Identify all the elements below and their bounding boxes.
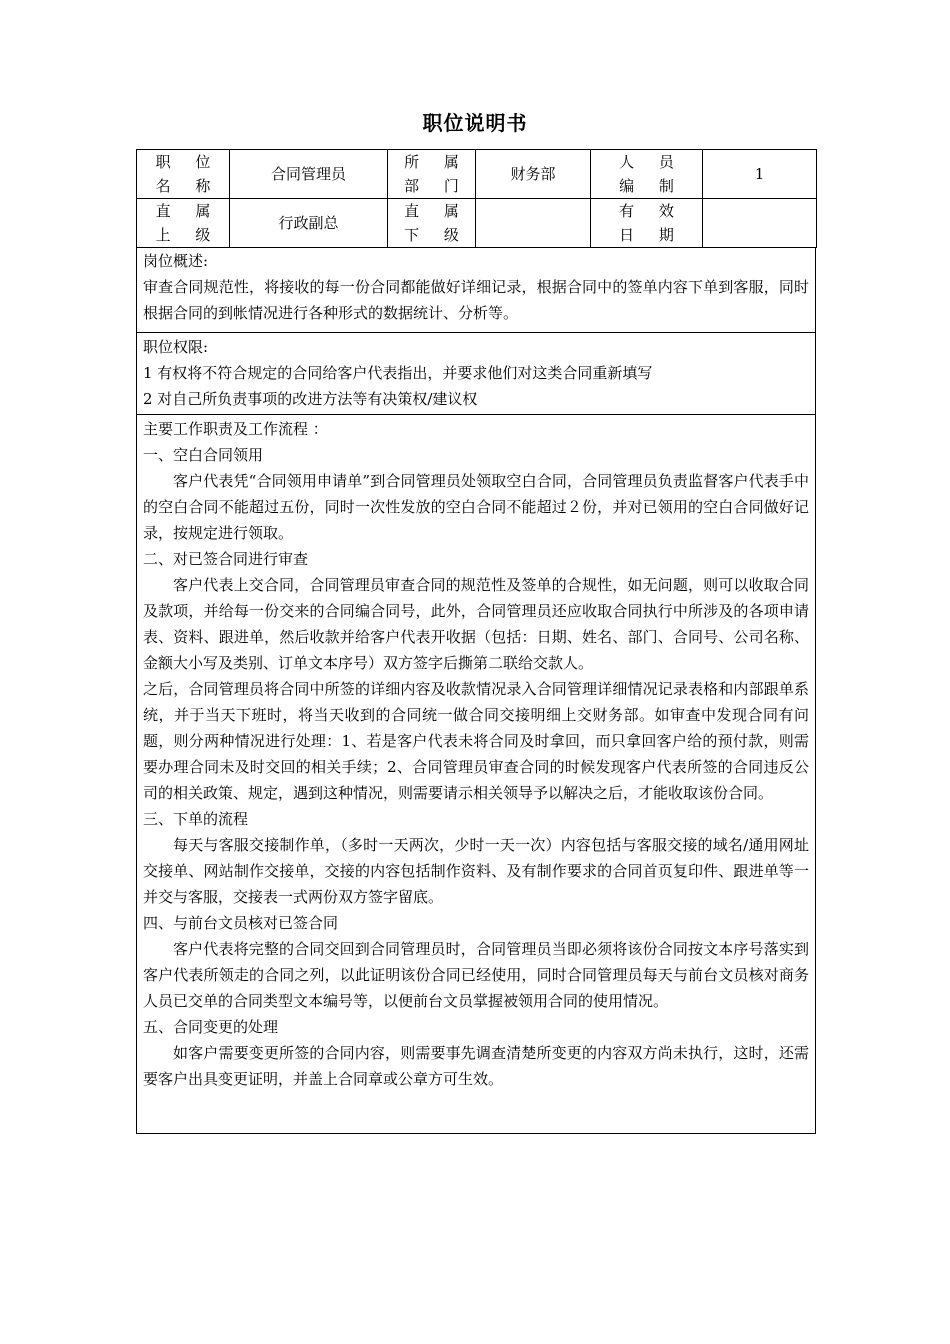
section-paragraph: 每天与客服交接制作单，（多时一天两次，少时一天一次）内容包括与客服交接的域名/通用网址交接单、网站制作交接单，交接的内容包括制作资料、及有制作要求的合同首页复印件、跟进单等一并交与客服，交接表一式两份双方签字留底。 [143, 836, 809, 906]
section-paragraph: 客户代表凭“合同领用申请单”到合同管理员处领取空白合同，合同管理员负责监督客户代表手中的空白合同不能超过五份，同时一次性发放的空白合同不能超过２份，并对已领用的空白合同做好记录，按规定进行领取。 [143, 472, 809, 542]
valid-date-label: 有 效 日 期 [591, 199, 703, 248]
duties-heading: 主要工作职责及工作流程 ： [143, 420, 328, 438]
department-value: 财务部 [476, 150, 591, 199]
authority-item: 1 有权将不符合规定的合同给客户代表指出，并要求他们对这类合同重新填写 [143, 364, 653, 382]
authority-section [136, 333, 816, 415]
job-overview-section [136, 247, 816, 333]
headcount-value: 1 [703, 150, 817, 199]
position-info-table [136, 149, 817, 248]
direct-superior-value: 行政副总 [230, 199, 388, 248]
headcount-label: 人 员 编 制 [591, 150, 703, 199]
section-title: 二、对已签合同进行审查 [143, 550, 309, 568]
authority-heading: 职位权限: [143, 338, 209, 356]
section-paragraph: 客户代表上交合同，合同管理员审查合同的规范性及签单的合规性，如无问题，则可以收取合同及款项，并给每一份交来的合同编合同号，此外，合同管理员还应收取合同执行中所涉及的各项申请表、资料、跟进单，然后收款并给客户代表开收据（包括：日期、姓名、部门、合同号、公司名称、金额大小写及类别、订单文本序号）双方签字后撕第二联给交款人。 [143, 576, 809, 672]
overview-text: 审查合同规范性，将接收的每一份合同都能做好详细记录，根据合同中的签单内容下单到客服，同时根据合同的到帐情况进行各种形式的数据统计、分析等。 [143, 278, 809, 322]
section-paragraph: 如客户需要变更所签的合同内容，则需要事先调查清楚所变更的内容双方尚未执行，这时，还需要客户出具变更证明，并盖上合同章或公章方可生效。 [143, 1044, 809, 1088]
duties-section [136, 415, 816, 1134]
section-title: 五、合同变更的处理 [143, 1018, 279, 1036]
section-title: 四、与前台文员核对已签合同 [143, 914, 339, 932]
table-row [137, 199, 817, 248]
table-row [137, 150, 817, 199]
section-paragraph: 之后，合同管理员将合同中所签的详细内容及收款情况录入合同管理详细情况记录表格和内部跟单系统，并于当天下班时，将当天收到的合同统一做合同交接明细上交财务部。如审查中发现合同有问题，则分两种情况进行处理：1、若是客户代表未将合同及时拿回，而只拿回客户给的预付款，则需要办理合同未及时交回的相关手续；2、合同管理员审查合同的时候发现客户代表所签的合同违反公司的相关政策、规定，遇到这种情况，则需要请示相关领导予以解决之后，才能收取该份合同。 [143, 680, 809, 802]
department-label: 所 属 部 门 [388, 150, 476, 199]
authority-item: 2 对自己所负责事项的改进方法等有决策权/建议权 [143, 390, 478, 408]
overview-heading: 岗位概述: [143, 252, 209, 270]
section-title: 三、下单的流程 [143, 810, 249, 828]
section-title: 一、空白合同领用 [143, 446, 264, 464]
position-name-label: 职 位 名 称 [137, 150, 230, 199]
position-name-value: 合同管理员 [230, 150, 388, 199]
direct-subordinate-value [476, 199, 591, 248]
valid-date-value [703, 199, 817, 248]
section-paragraph: 客户代表将完整的合同交回到合同管理员时，合同管理员当即必须将该份合同按文本序号落实到客户代表所领走的合同之列，以此证明该份合同已经使用，同时合同管理员每天与前台文员核对商务人员已交单的合同类型文本编号等，以便前台文员掌握被领用合同的使用情况。 [143, 940, 809, 1010]
direct-superior-label: 直 属 上 级 [137, 199, 230, 248]
direct-subordinate-label: 直 属 下 级 [388, 199, 476, 248]
document-title: 职位说明书 [422, 111, 528, 135]
